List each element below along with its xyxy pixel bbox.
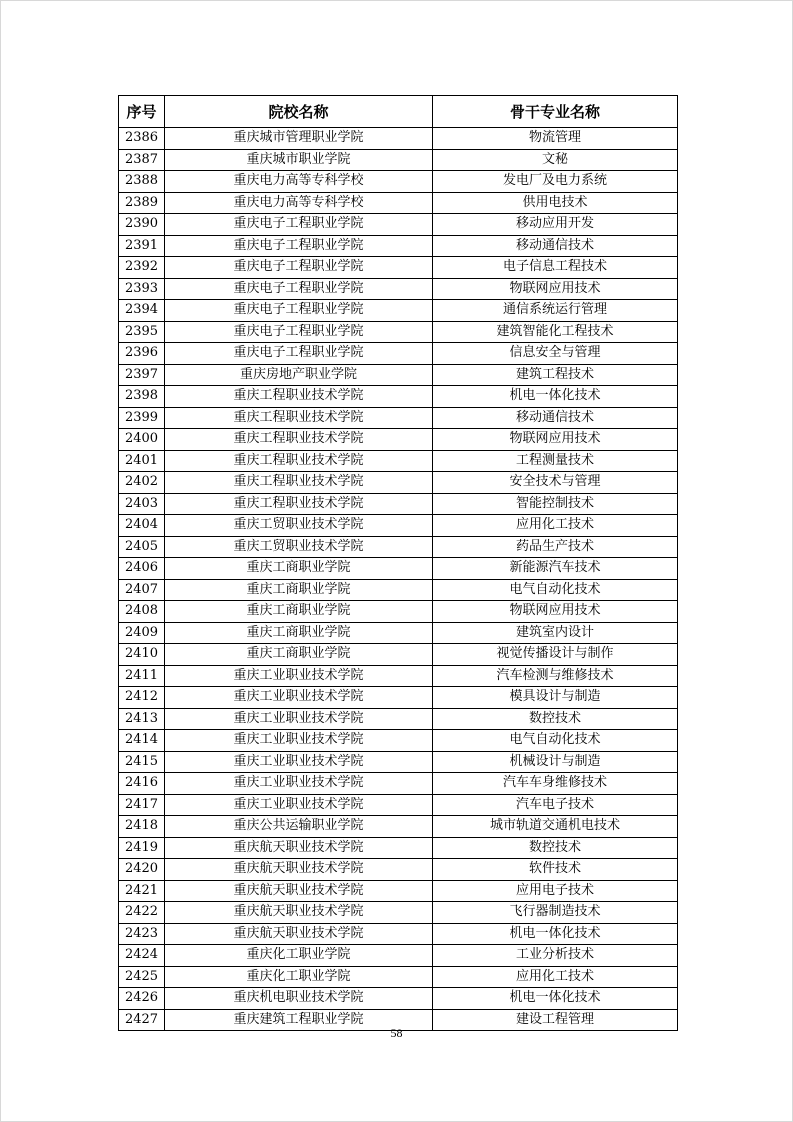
cell-school-name: 重庆工商职业学院: [165, 644, 433, 666]
cell-serial-number: 2408: [119, 601, 165, 623]
cell-school-name: 重庆工商职业学院: [165, 622, 433, 644]
cell-serial-number: 2386: [119, 128, 165, 150]
table-row: [119, 429, 678, 451]
cell-major-name: 机电一体化技术: [433, 988, 678, 1010]
table-row: [119, 966, 678, 988]
cell-school-name: 重庆电子工程职业学院: [165, 278, 433, 300]
table-row: [119, 472, 678, 494]
cell-major-name: 电气自动化技术: [433, 579, 678, 601]
table-row: [119, 300, 678, 322]
cell-school-name: 重庆电子工程职业学院: [165, 257, 433, 279]
table-row: [119, 880, 678, 902]
cell-serial-number: 2390: [119, 214, 165, 236]
cell-serial-number: 2425: [119, 966, 165, 988]
cell-major-name: 新能源汽车技术: [433, 558, 678, 580]
header-school-name: 院校名称: [165, 96, 433, 128]
cell-serial-number: 2404: [119, 515, 165, 537]
cell-school-name: 重庆工程职业技术学院: [165, 407, 433, 429]
cell-major-name: 物联网应用技术: [433, 278, 678, 300]
table-row: [119, 730, 678, 752]
table-row: [119, 794, 678, 816]
cell-serial-number: 2397: [119, 364, 165, 386]
cell-serial-number: 2415: [119, 751, 165, 773]
cell-major-name: 建筑智能化工程技术: [433, 321, 678, 343]
table-row: [119, 601, 678, 623]
cell-serial-number: 2403: [119, 493, 165, 515]
table-row: [119, 859, 678, 881]
table-row: [119, 622, 678, 644]
cell-school-name: 重庆工商职业学院: [165, 601, 433, 623]
header-row: [119, 96, 678, 128]
cell-school-name: 重庆工程职业技术学院: [165, 429, 433, 451]
cell-major-name: 移动通信技术: [433, 407, 678, 429]
cell-school-name: 重庆电子工程职业学院: [165, 235, 433, 257]
cell-serial-number: 2389: [119, 192, 165, 214]
cell-school-name: 重庆工商职业学院: [165, 558, 433, 580]
cell-school-name: 重庆工业职业技术学院: [165, 687, 433, 709]
cell-serial-number: 2394: [119, 300, 165, 322]
cell-major-name: 飞行器制造技术: [433, 902, 678, 924]
table-row: [119, 321, 678, 343]
table-row: [119, 687, 678, 709]
cell-serial-number: 2399: [119, 407, 165, 429]
header-major-name: 骨干专业名称: [433, 96, 678, 128]
cell-serial-number: 2411: [119, 665, 165, 687]
cell-serial-number: 2419: [119, 837, 165, 859]
cell-school-name: 重庆工程职业技术学院: [165, 493, 433, 515]
cell-major-name: 移动通信技术: [433, 235, 678, 257]
table-row: [119, 751, 678, 773]
cell-major-name: 移动应用开发: [433, 214, 678, 236]
cell-serial-number: 2418: [119, 816, 165, 838]
cell-school-name: 重庆化工职业学院: [165, 945, 433, 967]
cell-major-name: 发电厂及电力系统: [433, 171, 678, 193]
table-row: [119, 450, 678, 472]
cell-school-name: 重庆建筑工程职业学院: [165, 1009, 433, 1031]
cell-major-name: 软件技术: [433, 859, 678, 881]
cell-serial-number: 2413: [119, 708, 165, 730]
cell-major-name: 模具设计与制造: [433, 687, 678, 709]
cell-school-name: 重庆工业职业技术学院: [165, 665, 433, 687]
table-row: [119, 386, 678, 408]
cell-school-name: 重庆工业职业技术学院: [165, 708, 433, 730]
cell-serial-number: 2387: [119, 149, 165, 171]
cell-school-name: 重庆航天职业技术学院: [165, 880, 433, 902]
table-row: [119, 171, 678, 193]
table-row: [119, 536, 678, 558]
cell-school-name: 重庆城市管理职业学院: [165, 128, 433, 150]
cell-school-name: 重庆机电职业技术学院: [165, 988, 433, 1010]
cell-school-name: 重庆航天职业技术学院: [165, 859, 433, 881]
cell-school-name: 重庆工程职业技术学院: [165, 386, 433, 408]
cell-serial-number: 2409: [119, 622, 165, 644]
table-row: [119, 343, 678, 365]
cell-major-name: 物流管理: [433, 128, 678, 150]
cell-school-name: 重庆航天职业技术学院: [165, 902, 433, 924]
table-row: [119, 214, 678, 236]
table-row: [119, 773, 678, 795]
cell-major-name: 数控技术: [433, 837, 678, 859]
cell-major-name: 建筑工程技术: [433, 364, 678, 386]
table-row: [119, 708, 678, 730]
cell-serial-number: 2398: [119, 386, 165, 408]
cell-serial-number: 2395: [119, 321, 165, 343]
table-row: [119, 407, 678, 429]
cell-school-name: 重庆工程职业技术学院: [165, 450, 433, 472]
table-row: [119, 945, 678, 967]
cell-school-name: 重庆电子工程职业学院: [165, 300, 433, 322]
table-row: [119, 988, 678, 1010]
cell-major-name: 安全技术与管理: [433, 472, 678, 494]
cell-major-name: 视觉传播设计与制作: [433, 644, 678, 666]
cell-school-name: 重庆工程职业技术学院: [165, 472, 433, 494]
cell-school-name: 重庆航天职业技术学院: [165, 923, 433, 945]
cell-major-name: 工业分析技术: [433, 945, 678, 967]
cell-major-name: 数控技术: [433, 708, 678, 730]
cell-major-name: 建设工程管理: [433, 1009, 678, 1031]
cell-serial-number: 2412: [119, 687, 165, 709]
table-row: [119, 149, 678, 171]
table-row: [119, 192, 678, 214]
cell-school-name: 重庆公共运输职业学院: [165, 816, 433, 838]
cell-school-name: 重庆城市职业学院: [165, 149, 433, 171]
cell-major-name: 应用化工技术: [433, 966, 678, 988]
cell-major-name: 信息安全与管理: [433, 343, 678, 365]
table-row: [119, 128, 678, 150]
cell-major-name: 药品生产技术: [433, 536, 678, 558]
table-row: [119, 515, 678, 537]
cell-major-name: 智能控制技术: [433, 493, 678, 515]
cell-school-name: 重庆工业职业技术学院: [165, 773, 433, 795]
table-row: [119, 923, 678, 945]
cell-serial-number: 2402: [119, 472, 165, 494]
cell-major-name: 文秘: [433, 149, 678, 171]
cell-serial-number: 2396: [119, 343, 165, 365]
cell-major-name: 物联网应用技术: [433, 429, 678, 451]
cell-serial-number: 2427: [119, 1009, 165, 1031]
cell-school-name: 重庆航天职业技术学院: [165, 837, 433, 859]
table-row: [119, 278, 678, 300]
cell-serial-number: 2417: [119, 794, 165, 816]
cell-major-name: 机电一体化技术: [433, 386, 678, 408]
cell-serial-number: 2407: [119, 579, 165, 601]
table-row: [119, 493, 678, 515]
cell-major-name: 建筑室内设计: [433, 622, 678, 644]
cell-major-name: 机械设计与制造: [433, 751, 678, 773]
cell-major-name: 电子信息工程技术: [433, 257, 678, 279]
cell-serial-number: 2400: [119, 429, 165, 451]
cell-school-name: 重庆工贸职业技术学院: [165, 515, 433, 537]
cell-school-name: 重庆电子工程职业学院: [165, 343, 433, 365]
cell-school-name: 重庆工商职业学院: [165, 579, 433, 601]
cell-major-name: 机电一体化技术: [433, 923, 678, 945]
cell-school-name: 重庆化工职业学院: [165, 966, 433, 988]
cell-major-name: 汽车电子技术: [433, 794, 678, 816]
header-serial-number: 序号: [119, 96, 165, 128]
page-number: 58: [390, 1026, 403, 1040]
table-body: [119, 128, 678, 1031]
cell-serial-number: 2392: [119, 257, 165, 279]
cell-major-name: 汽车车身维修技术: [433, 773, 678, 795]
cell-major-name: 应用电子技术: [433, 880, 678, 902]
table-row: [119, 644, 678, 666]
cell-major-name: 供用电技术: [433, 192, 678, 214]
cell-major-name: 电气自动化技术: [433, 730, 678, 752]
cell-serial-number: 2421: [119, 880, 165, 902]
table-row: [119, 558, 678, 580]
cell-serial-number: 2414: [119, 730, 165, 752]
cell-major-name: 城市轨道交通机电技术: [433, 816, 678, 838]
cell-serial-number: 2423: [119, 923, 165, 945]
cell-serial-number: 2401: [119, 450, 165, 472]
cell-serial-number: 2420: [119, 859, 165, 881]
table-row: [119, 364, 678, 386]
cell-school-name: 重庆电力高等专科学校: [165, 192, 433, 214]
table-row: [119, 579, 678, 601]
table-row: [119, 257, 678, 279]
cell-serial-number: 2393: [119, 278, 165, 300]
cell-school-name: 重庆工贸职业技术学院: [165, 536, 433, 558]
table-row: [119, 235, 678, 257]
table-header: [119, 96, 678, 128]
cell-school-name: 重庆电力高等专科学校: [165, 171, 433, 193]
table-row: [119, 902, 678, 924]
cell-major-name: 应用化工技术: [433, 515, 678, 537]
cell-school-name: 重庆工业职业技术学院: [165, 730, 433, 752]
cell-school-name: 重庆工业职业技术学院: [165, 794, 433, 816]
cell-school-name: 重庆电子工程职业学院: [165, 214, 433, 236]
cell-serial-number: 2410: [119, 644, 165, 666]
table-row: [119, 816, 678, 838]
cell-school-name: 重庆电子工程职业学院: [165, 321, 433, 343]
majors-table: [118, 95, 678, 1031]
cell-serial-number: 2416: [119, 773, 165, 795]
cell-serial-number: 2426: [119, 988, 165, 1010]
cell-major-name: 物联网应用技术: [433, 601, 678, 623]
cell-school-name: 重庆房地产职业学院: [165, 364, 433, 386]
cell-serial-number: 2391: [119, 235, 165, 257]
cell-major-name: 工程测量技术: [433, 450, 678, 472]
cell-serial-number: 2405: [119, 536, 165, 558]
cell-major-name: 汽车检测与维修技术: [433, 665, 678, 687]
cell-serial-number: 2422: [119, 902, 165, 924]
cell-serial-number: 2406: [119, 558, 165, 580]
cell-serial-number: 2388: [119, 171, 165, 193]
cell-serial-number: 2424: [119, 945, 165, 967]
table-row: [119, 665, 678, 687]
cell-major-name: 通信系统运行管理: [433, 300, 678, 322]
cell-school-name: 重庆工业职业技术学院: [165, 751, 433, 773]
table-row: [119, 837, 678, 859]
